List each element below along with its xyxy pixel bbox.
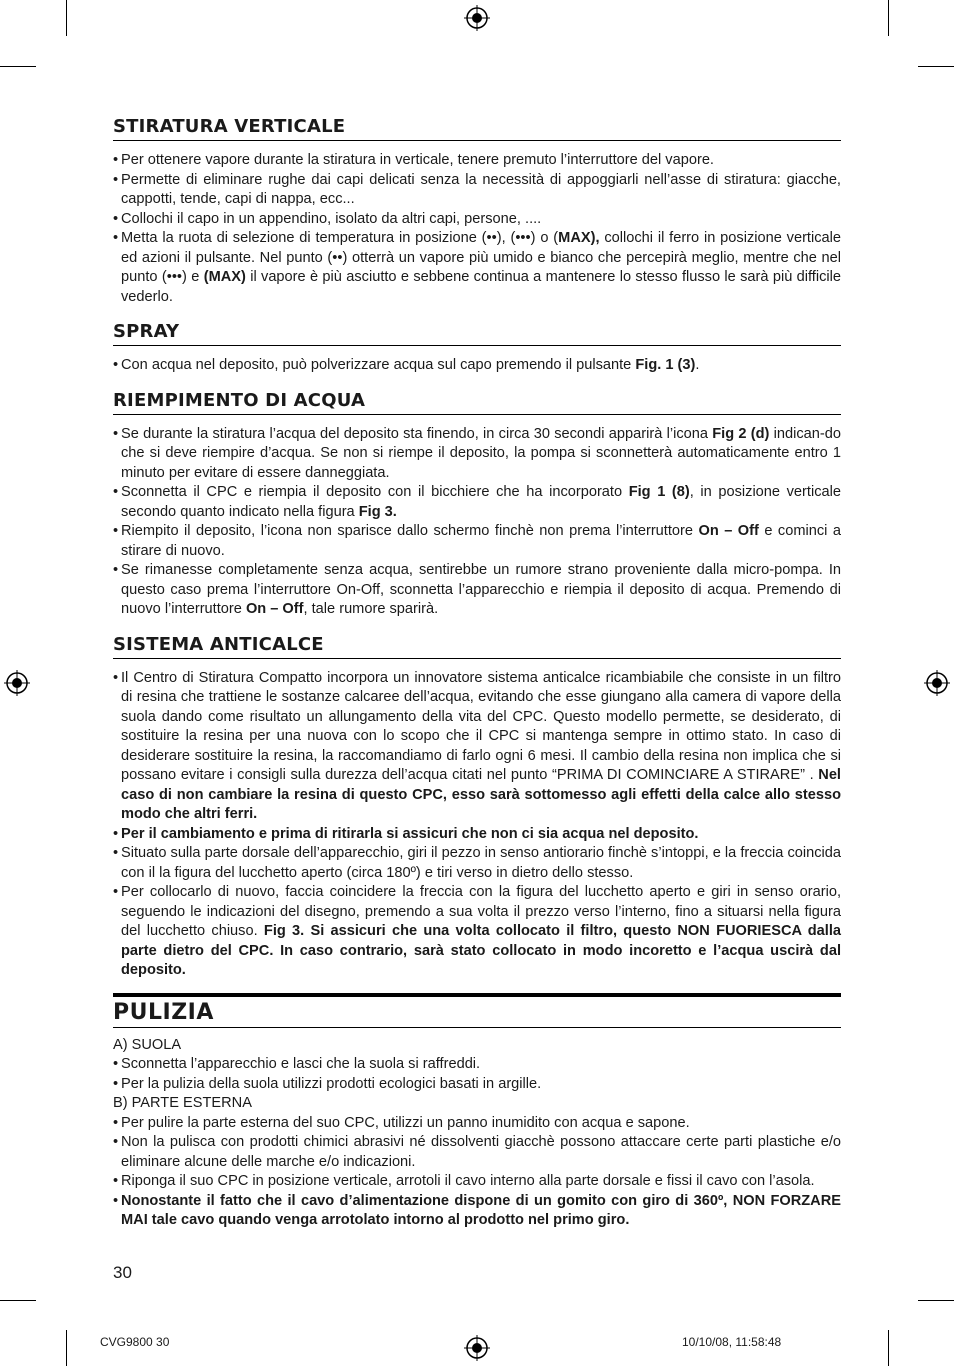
bold-text: Nel caso di non cambiare la resina di questo CPC, esso sarà sottomesso agli effetti della calce allo stesso modo che altri ferri. [121,767,841,822]
list-item [113,356,841,376]
list-item: • Non la pulisca con prodotti chimici abrasivi né dissolventi giacchè possono attaccare certe parti plastiche e/o eliminare alcune delle marche e/o indicazioni. [113,1133,841,1172]
bold-text: Per il cambiamento e prima di ritirarla si assicuri che non ci sia acqua nel deposito. [121,825,699,842]
bold-text: Nonostante il fatto che il cavo d’alimentazione dispone di un gomito con giro di 360º, NON FORZARE MAI tale cavo quando venga arrotolato intorno al prodotto nel primo giro. [121,1192,841,1228]
text-run: Metta la ruota di selezione di temperatura in posizione (••), (•••) o ( [121,230,559,246]
bold-text: On – Off [245,601,304,617]
crop-mark [888,1330,889,1366]
section-title: PULIZIA [113,993,841,1028]
footer-left: CVG9800 30 [100,1335,170,1349]
bold-text: Fig 3. [358,503,397,520]
registration-mark-icon [4,670,30,696]
registration-mark-icon [464,1335,490,1361]
list-item: • Sconnetta l’apparecchio e lasci che la suola si raffreddi. [113,1055,841,1075]
section-title: SPRAY [113,321,841,346]
subheading: A) SUOLA [113,1036,182,1053]
section-riempimento [113,390,841,620]
crop-mark [918,66,954,67]
list-item: • Situato sulla parte dorsale dell’apparecchio, giri il pezzo in senso antiorario finchè s’intoppi, e la freccia coincida con il la figura del lucchetto aperto (circa 180º) e tiri verso in dietro dello stesso. [113,844,841,883]
bullet-list [113,1036,841,1231]
list-item: • Collochi il capo in un appendino, isolato da altri capi, persone, .... [113,210,841,230]
page-number: 30 [113,1263,132,1282]
list-item: • Per ottenere vapore durante la stiratura in verticale, tenere premuto l’interruttore del vapore. [113,151,841,171]
crop-mark [0,1300,36,1301]
bold-text: (MAX) [203,269,246,285]
section-stiratura-verticale [113,116,841,307]
bullet-list [113,425,841,620]
section-pulizia [113,993,841,1231]
bullet-list [113,669,841,981]
text-run: Sconnetta il CPC e riempia il deposito con il bicchiere che ha incorporato [121,484,629,500]
list-item [113,483,841,522]
list-item [113,669,841,825]
list-item: • Permette di eliminare rughe dai capi delicati senza la necessità di appoggiarli nell’asse di stiratura: giacche, cappotti, tende, capi di nappa, ecc... [113,171,841,210]
crop-mark [888,0,889,36]
bold-text: Fig 3. Si assicuri che una volta collocato il filtro, questo NON FUORIESCA dalla parte dietro del CPC. In caso contrario, sarà stato collocato in modo incoretto e l’acqua uscirà dal deposito. [121,923,841,978]
text-run: , tale rumore sparirà. [303,601,439,617]
list-item [113,883,841,981]
crop-mark [66,1330,67,1366]
registration-mark-icon [464,5,490,31]
section-title: STIRATURA VERTICALE [113,116,841,141]
text-run: il vapore è più asciutto e sebbene continua a mantenere lo stesso flusso le sarà più difficile vederlo. [121,269,841,305]
bold-text: MAX), [558,230,600,246]
text-run: indican-do che si deve riempire d’acqua. Se non si riempe il deposito, la pompa si sconnetterà automaticamente entro 1 minuto per evitare di essere danneggiata. [121,425,841,481]
text-run: Il Centro di Stiratura Compatto incorpora un innovatore sistema anticalce ricambiabile che consiste in un filtro di resina che trattiene le sostanze calcaree dell’acqua, evitando che esse giungano alla camera di vapore della suola dando come risultato un allungamento della vita del CPC. Questo modello permette, se desiderato, di sostituire la resina per una nuova con lo scopo che il CPC si mantenga sempre in ottimo stato. In caso di desiderare sostituire la resina, la raccomandiamo di farlo ogni 6 mesi. Il cambio della resina non implica che si possano evitare i consigli sulla durezza dell’acqua citati nel punto “PRIMA DI COMINCIARE A STIRARE” . [121,669,841,783]
list-item: • Per pulire la parte esterna del suo CPC, utilizzi un panno inumidito con acqua e sapone. [113,1114,841,1134]
bullet-list [113,356,841,376]
text-run: Riempito il deposito, l’icona non sparisce dallo schermo finchè non prema l’interruttore [121,523,699,539]
registration-mark-icon [924,670,950,696]
section-sistema-anticalce [113,634,841,981]
section-title: SISTEMA ANTICALCE [113,634,841,659]
text-run: Per collocarlo di nuovo, faccia coincidere la freccia con la figura del lucchetto aperto e giri in senso orario, seguendo le indicazioni del disegno, premendo a sua volta il prezzo verso l’interno, fino a situarsi nella figura del lucchetto chiuso. [121,884,841,939]
section-spray [113,321,841,376]
text-run: Con acqua nel deposito, può polverizzare acqua sul capo premendo il pulsante [121,357,636,373]
list-item [113,425,841,484]
page-content [113,116,841,1231]
footer-right: 10/10/08, 11:58:48 [682,1335,782,1349]
section-title: RIEMPIMENTO DI ACQUA [113,390,841,415]
list-item: • Riponga il suo CPC in posizione verticale, arrotoli il cavo interno alla parte dorsale e fissi il cavo con l’asola. [113,1172,841,1192]
bold-text: Fig 2 (d) [712,425,770,442]
list-item: • Per la pulizia della suola utilizzi prodotti ecologici basati in argille. [113,1075,841,1095]
text-run: , in posizione verticale secondo quanto indicato nella figura [121,484,841,520]
crop-mark [918,1300,954,1301]
text-run: . [695,357,700,373]
crop-mark [0,66,36,67]
bold-text: Fig 1 (8) [628,484,690,500]
crop-mark [66,0,67,36]
list-item [113,522,841,561]
list-item [113,561,841,620]
list-item [113,825,841,845]
list-item [113,1192,841,1231]
list-item [113,229,841,307]
text-run: collochi il ferro in posizione verticale ed azioni il pulsante. Nel punto (••) otterrà un vapore più umido e bianco che percepirà meglio, mentre che nel punto (•••) e [121,230,842,285]
bold-text: Fig. 1 (3) [635,357,696,373]
text-run: e cominci a stirare di nuovo. [121,523,841,559]
bullet-list [113,151,841,307]
bold-text: On – Off [698,523,759,539]
text-run: Se durante la stiratura l’acqua del deposito sta finendo, in circa 30 secondi apparirà l’icona [121,425,713,442]
text-run: Se rimanesse completamente senza acqua, sentirebbe un rumore strano proveniente dalla micro-pompa. In questo caso prema l’interruttore On-Off, sconnetta l’apparecchio e riempia il deposito di acqua. Premendo di nuovo l’interruttore [121,562,841,617]
subheading: B) PARTE ESTERNA [113,1095,252,1111]
